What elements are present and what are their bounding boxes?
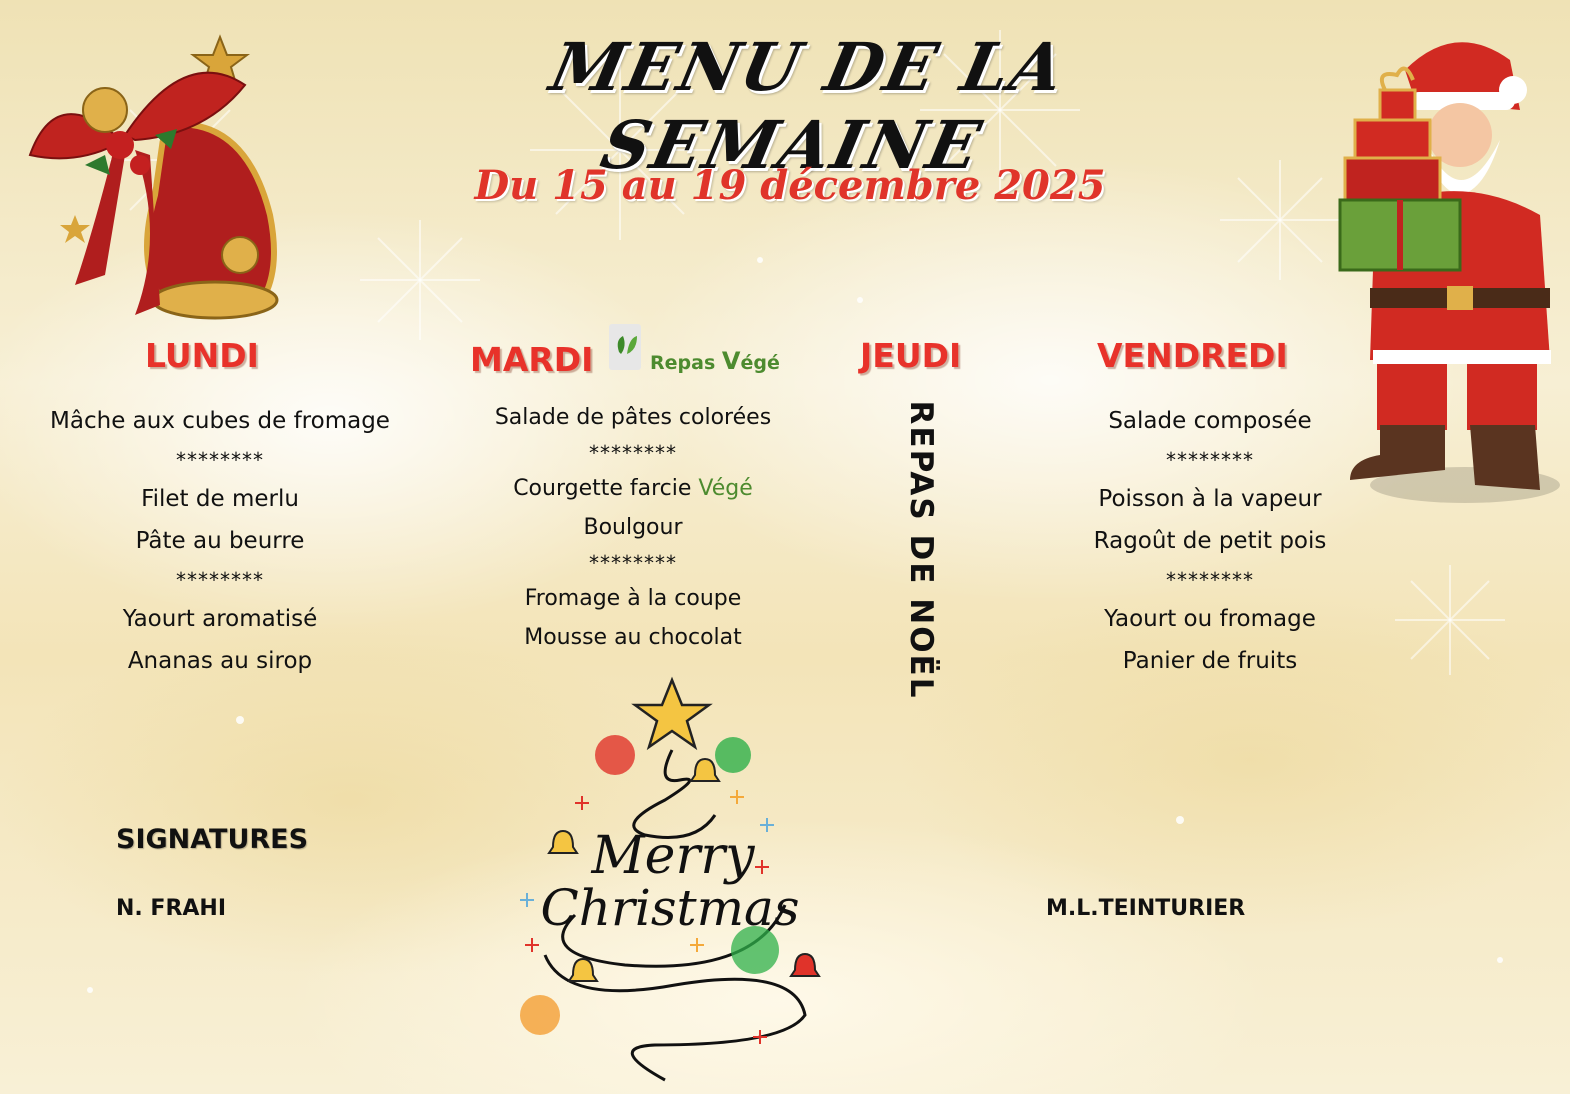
menu-item: Ananas au sirop — [127, 648, 313, 674]
menu-separator: ******** — [1166, 448, 1254, 472]
repas-vege-prefix: Repas — [650, 352, 722, 374]
repas-vege-badge — [650, 347, 780, 375]
leaf-icon — [609, 324, 641, 370]
signatures-label: SIGNATURES — [116, 824, 309, 855]
menu-mardi — [463, 398, 803, 657]
menu-item: Boulgour — [583, 515, 683, 540]
menu-item: Panier de fruits — [1122, 648, 1298, 674]
menu-item: Pâte au beurre — [135, 528, 305, 554]
menu-separator: ******** — [1166, 568, 1254, 592]
menu-item: Mousse au chocolat — [524, 625, 742, 650]
day-heading-mardi: MARDI — [470, 340, 594, 379]
repas-vege-initial: V — [721, 347, 741, 375]
menu-vendredi — [1040, 400, 1380, 682]
jeudi-vertical-text: REPAS DE NOËL — [903, 400, 939, 700]
date-range: Du 15 au 19 décembre 2025 — [474, 162, 1106, 209]
menu-item: Poisson à la vapeur — [1098, 486, 1322, 512]
vege-tag: Végé — [698, 476, 753, 501]
menu-item-main — [463, 469, 803, 508]
menu-item: Filet de merlu — [141, 486, 299, 512]
repas-vege-rest: égé — [740, 352, 780, 374]
menu-separator: ******** — [589, 551, 677, 575]
signer-left: N. FRAHI — [116, 896, 227, 921]
menu-separator: ******** — [176, 568, 264, 592]
page-title: MENU DE LA SEMAINE — [543, 28, 1073, 184]
menu-lundi — [20, 400, 420, 682]
menu-separator: ******** — [176, 448, 264, 472]
day-heading-lundi: LUNDI — [145, 336, 259, 375]
jeudi-repas-de-noel — [896, 400, 946, 700]
menu-item: Mâche aux cubes de fromage — [50, 408, 390, 434]
menu-item: Yaourt ou fromage — [1104, 606, 1316, 632]
day-heading-jeudi: JEUDI — [860, 336, 962, 375]
tree-text-christmas: Christmas — [540, 879, 800, 937]
menu-separator: ******** — [589, 441, 677, 465]
christmas-bell-icon — [15, 15, 305, 325]
menu-item: Salade de pâtes colorées — [494, 405, 772, 430]
christmas-tree-icon — [505, 675, 835, 1090]
signer-right: M.L.TEINTURIER — [1046, 896, 1246, 921]
day-heading-vendredi: VENDREDI — [1097, 336, 1288, 375]
menu-item: Fromage à la coupe — [524, 586, 742, 611]
tree-text-merry: Merry — [591, 826, 755, 886]
menu-item: Ragoût de petit pois — [1093, 528, 1327, 554]
menu-item-text: Courgette farcie — [513, 476, 692, 501]
menu-item: Salade composée — [1108, 408, 1312, 434]
menu-item: Yaourt aromatisé — [122, 606, 318, 632]
